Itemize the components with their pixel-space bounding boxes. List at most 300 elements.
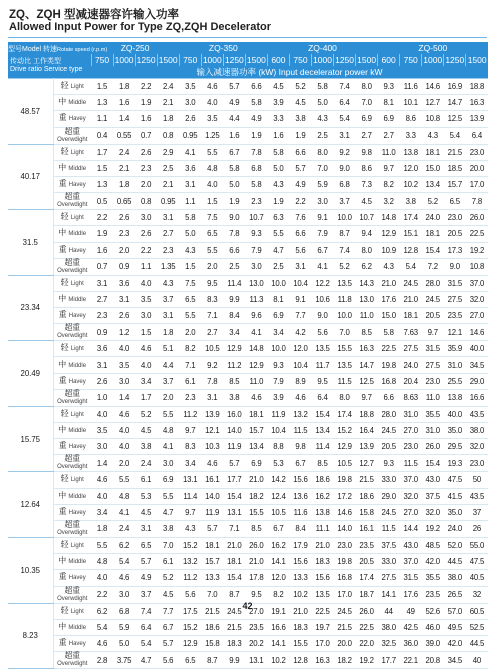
power-value-cell: 1.9: [267, 193, 289, 210]
power-value-cell: 49: [400, 603, 422, 619]
service-type-en: Middle: [68, 559, 87, 566]
table-row: [8, 226, 488, 242]
power-value-cell: 10.2: [289, 586, 311, 603]
power-value-cell: 6.6: [289, 144, 311, 160]
speed-header-cell: 1500: [467, 55, 487, 65]
table-row: [8, 389, 488, 406]
power-value-cell: 4.9: [289, 176, 311, 192]
power-value-cell: 37.5: [422, 488, 444, 504]
table-row: [8, 275, 488, 291]
power-value-cell: 6.5: [444, 193, 466, 210]
table-row: [8, 308, 488, 324]
power-value-cell: 12.4: [267, 488, 289, 504]
power-value-cell: 12.9: [179, 635, 201, 651]
power-value-cell: 2.2: [91, 210, 113, 226]
power-value-cell: 7.8: [466, 193, 488, 210]
power-value-cell: 15.6: [289, 554, 311, 570]
power-value-cell: 8.6: [356, 160, 378, 176]
service-type-cell: [53, 144, 91, 160]
power-value-cell: 2.7: [201, 324, 223, 341]
service-type-cn: 中: [58, 162, 67, 172]
power-value-cell: 16.3: [311, 652, 333, 669]
power-value-cell: 2.1: [157, 176, 179, 192]
power-value-cell: 2.6: [135, 226, 157, 242]
service-type-cn: 重: [58, 179, 67, 189]
power-value-cell: 2.0: [157, 389, 179, 406]
power-value-cell: 18.3: [311, 554, 333, 570]
power-value-cell: 15.0: [378, 308, 400, 324]
power-value-cell: 0.95: [179, 127, 201, 144]
table-row: [8, 504, 488, 520]
power-value-cell: 9.6: [245, 308, 267, 324]
power-value-cell: 16.3: [466, 95, 488, 111]
power-value-cell: 9.5: [201, 275, 223, 291]
power-value-cell: 26.0: [245, 537, 267, 553]
power-value-cell: 22.5: [466, 226, 488, 242]
power-value-cell: 7.1: [179, 357, 201, 373]
power-value-cell: 12.9: [245, 357, 267, 373]
power-value-cell: 15.5: [289, 635, 311, 651]
power-value-cell: 2.9: [157, 144, 179, 160]
power-value-cell: 7.3: [356, 176, 378, 192]
service-type-cell: [53, 95, 91, 111]
power-value-cell: 2.0: [201, 258, 223, 275]
power-value-cell: 10.7: [245, 210, 267, 226]
service-type-cn: 超重: [64, 454, 81, 464]
power-value-cell: 2.8: [91, 652, 113, 669]
power-value-cell: 7.0: [311, 160, 333, 176]
power-value-cell: 6.3: [267, 210, 289, 226]
power-value-cell: 9.9: [223, 291, 245, 307]
power-value-cell: 1.6: [113, 95, 135, 111]
power-value-cell: 2.0: [113, 455, 135, 472]
speed-header-cell: 750: [289, 54, 311, 66]
power-value-cell: 1.5: [179, 258, 201, 275]
service-type-cell: [53, 373, 91, 389]
power-value-cell: 15.1: [400, 226, 422, 242]
power-value-cell: 3.1: [135, 520, 157, 537]
power-value-cell: 6.5: [179, 652, 201, 669]
power-value-cell: 6.4: [334, 95, 356, 111]
power-value-cell: 0.5: [91, 193, 113, 210]
speed-header-cell: 750: [179, 54, 201, 66]
power-value-cell: 3.1: [91, 275, 113, 291]
service-type-en: Overwdight: [57, 661, 88, 668]
power-value-cell: 4.0: [135, 275, 157, 291]
power-value-cell: 2.7: [157, 226, 179, 242]
power-value-cell: 6.4: [311, 389, 333, 406]
power-value-cell: 5.4: [91, 619, 113, 635]
power-value-cell: 6.2: [91, 603, 113, 619]
power-value-cell: 3.1: [334, 127, 356, 144]
power-value-cell: 3.8: [289, 111, 311, 127]
power-value-cell: 5.0: [113, 635, 135, 651]
power-value-cell: 23.0: [466, 455, 488, 472]
power-value-cell: 21.0: [378, 275, 400, 291]
power-value-cell: 6.8: [245, 160, 267, 176]
power-value-cell: 31.0: [400, 406, 422, 422]
power-value-cell: 21.0: [245, 554, 267, 570]
power-value-cell: 1.5: [135, 324, 157, 341]
power-value-cell: 5.4: [334, 111, 356, 127]
service-type-en: Overwdight: [57, 398, 88, 405]
power-value-cell: 15.7: [245, 423, 267, 439]
power-value-cell: 15.4: [422, 242, 444, 258]
power-value-cell: 2.2: [91, 586, 113, 603]
power-value-cell: 5.5: [113, 472, 135, 488]
power-value-cell: 40.0: [466, 341, 488, 357]
power-value-cell: 18.2: [334, 652, 356, 669]
power-value-cell: 6.9: [356, 111, 378, 127]
power-value-cell: 13.9: [466, 111, 488, 127]
service-type-cell: [53, 242, 91, 258]
power-value-cell: 10.1: [400, 95, 422, 111]
service-type-cn: 轻: [60, 474, 69, 484]
power-value-cell: 50: [466, 472, 488, 488]
service-type-cn: 重: [58, 441, 67, 451]
power-value-cell: 35.0: [444, 504, 466, 520]
service-label-cn: 工作类型: [32, 58, 61, 65]
power-value-cell: 13.6: [289, 488, 311, 504]
power-value-cell: 4.1: [245, 324, 267, 341]
power-value-cell: 12.9: [223, 341, 245, 357]
ratio-cell: 15.75: [8, 406, 53, 472]
power-value-cell: 10.9: [378, 242, 400, 258]
power-value-cell: 20.5: [356, 554, 378, 570]
speed-header-cell: 750: [400, 54, 422, 66]
table-row: [8, 160, 488, 176]
power-value-cell: 5.2: [422, 193, 444, 210]
table-row: [8, 520, 488, 537]
service-type-en: Middle: [68, 624, 87, 631]
power-value-cell: 5.5: [201, 242, 223, 258]
power-value-cell: 7.2: [422, 258, 444, 275]
power-value-cell: 3.1: [157, 308, 179, 324]
power-value-cell: 7.8: [245, 144, 267, 160]
power-value-cell: 4.1: [113, 504, 135, 520]
power-value-cell: 57.0: [444, 603, 466, 619]
power-value-cell: 11.5: [400, 455, 422, 472]
power-value-cell: 12.9: [334, 439, 356, 455]
power-value-cell: 10.4: [267, 423, 289, 439]
power-value-cell: 27.5: [400, 341, 422, 357]
power-value-cell: 42.0: [422, 554, 444, 570]
power-value-cell: 10.4: [289, 357, 311, 373]
power-value-cell: 26.0: [422, 439, 444, 455]
power-value-cell: 33.0: [378, 554, 400, 570]
service-label-en: Service type: [43, 66, 83, 73]
power-value-cell: 0.95: [157, 193, 179, 210]
service-type-cell: [53, 423, 91, 439]
power-value-cell: 0.9: [91, 324, 113, 341]
power-value-cell: 4.8: [113, 488, 135, 504]
service-type-cn: 中: [58, 293, 67, 303]
power-value-cell: 11.0: [422, 389, 444, 406]
power-value-cell: 16.2: [311, 488, 333, 504]
power-value-cell: 16.6: [466, 389, 488, 406]
power-value-cell: 2.7: [356, 127, 378, 144]
table-row: [8, 258, 488, 275]
service-type-cn: 重: [58, 506, 67, 516]
power-value-cell: 12.0: [400, 160, 422, 176]
power-value-cell: 2.3: [135, 160, 157, 176]
power-value-cell: 43.5: [466, 488, 488, 504]
power-value-cell: 2.6: [113, 308, 135, 324]
power-value-cell: 21.0: [311, 537, 333, 553]
power-value-cell: 6.5: [135, 537, 157, 553]
service-type-cell: [53, 554, 91, 570]
power-value-cell: 41.5: [444, 488, 466, 504]
power-value-cell: 8.7: [201, 652, 223, 669]
service-type-cell: [53, 389, 91, 406]
power-value-cell: 1.4: [91, 455, 113, 472]
power-value-cell: 3.3: [400, 127, 422, 144]
title-rule: [8, 37, 487, 38]
power-value-cell: 15.6: [311, 570, 333, 586]
power-value-cell: 4.0: [135, 357, 157, 373]
power-value-cell: 13.4: [311, 423, 333, 439]
power-value-cell: 46.0: [422, 619, 444, 635]
power-value-cell: 32.0: [466, 439, 488, 455]
service-type-en: Middle: [68, 165, 87, 172]
service-type-en: Middle: [68, 428, 87, 435]
power-value-cell: 55.0: [466, 537, 488, 553]
power-value-cell: 18.6: [201, 619, 223, 635]
power-value-cell: 1.6: [223, 127, 245, 144]
power-value-cell: 21.5: [444, 144, 466, 160]
service-type-cell: [53, 176, 91, 192]
power-value-cell: 21.5: [223, 619, 245, 635]
power-value-cell: 6.6: [245, 79, 267, 95]
power-value-cell: 8.7: [223, 586, 245, 603]
power-value-cell: 3.7: [157, 373, 179, 389]
power-value-cell: 24.0: [444, 520, 466, 537]
power-value-cell: 6.2: [356, 258, 378, 275]
power-value-cell: 13.5: [334, 357, 356, 373]
power-value-cell: 9.9: [223, 652, 245, 669]
power-value-cell: 3.6: [113, 275, 135, 291]
power-value-cell: 18.1: [201, 537, 223, 553]
power-value-cell: 14.0: [334, 520, 356, 537]
power-value-cell: 4.9: [245, 111, 267, 127]
power-value-cell: 3.75: [113, 652, 135, 669]
power-value-cell: 6.6: [289, 226, 311, 242]
power-value-cell: 15.4: [223, 570, 245, 586]
power-value-cell: 23.5: [444, 308, 466, 324]
power-value-cell: 14.8: [245, 341, 267, 357]
power-value-cell: 5.7: [223, 455, 245, 472]
power-value-cell: 6.5: [179, 291, 201, 307]
power-value-cell: 14.6: [422, 79, 444, 95]
power-value-cell: 2.0: [135, 176, 157, 192]
power-value-cell: 31.5: [444, 275, 466, 291]
power-value-cell: 11.6: [400, 79, 422, 95]
power-value-cell: 4.7: [267, 242, 289, 258]
power-value-cell: 49.5: [444, 619, 466, 635]
power-value-cell: 15.8: [201, 635, 223, 651]
power-value-cell: 16.2: [267, 537, 289, 553]
power-value-cell: 15.0: [422, 160, 444, 176]
service-type-en: Middle: [68, 362, 87, 369]
power-value-cell: 47.5: [466, 554, 488, 570]
power-value-cell: 6.6: [378, 389, 400, 406]
power-value-cell: 4.0: [113, 439, 135, 455]
power-value-cell: 32.0: [466, 291, 488, 307]
speed-label-en: Rotate speed (r.p.m): [57, 47, 108, 53]
power-value-cell: 17.6: [378, 291, 400, 307]
power-value-cell: 38.0: [378, 619, 400, 635]
power-value-cell: 4.3: [311, 111, 333, 127]
power-value-cell: 16.1: [201, 472, 223, 488]
power-value-cell: 14.6: [466, 324, 488, 341]
power-value-cell: 10.2: [400, 176, 422, 192]
power-value-cell: 47.5: [444, 472, 466, 488]
speed-header-cell: 600: [378, 54, 400, 66]
power-value-cell: 35.5: [422, 570, 444, 586]
service-type-en: Middle: [68, 493, 87, 500]
power-value-cell: 13.3: [201, 570, 223, 586]
power-value-cell: 52.5: [466, 619, 488, 635]
power-value-cell: 21.0: [245, 472, 267, 488]
power-value-cell: 13.1: [245, 652, 267, 669]
power-value-cell: 1.4: [113, 111, 135, 127]
power-value-cell: 18.3: [289, 619, 311, 635]
power-value-cell: 4.0: [91, 488, 113, 504]
power-value-cell: 3.1: [289, 258, 311, 275]
power-value-cell: 2.4: [135, 455, 157, 472]
power-value-cell: 4.1: [179, 144, 201, 160]
speed-header-cell: 600: [267, 54, 289, 66]
power-value-cell: 11.9: [223, 439, 245, 455]
power-value-cell: 16.8: [378, 373, 400, 389]
power-value-cell: 14.8: [378, 210, 400, 226]
power-value-cell: 11.4: [179, 488, 201, 504]
power-value-cell: 16.3: [356, 341, 378, 357]
power-value-cell: 5.8: [245, 95, 267, 111]
power-value-cell: 6.9: [157, 472, 179, 488]
power-value-cell: 13.5: [311, 586, 333, 603]
power-value-cell: 11.1: [311, 520, 333, 537]
power-value-cell: 2.3: [113, 226, 135, 242]
power-value-cell: 5.3: [267, 455, 289, 472]
power-value-cell: 3.4: [267, 324, 289, 341]
table-row: [8, 439, 488, 455]
power-value-cell: 0.4: [91, 127, 113, 144]
power-value-cell: 15.7: [444, 176, 466, 192]
power-value-cell: 27.0: [245, 603, 267, 619]
service-type-en: Havey: [68, 444, 86, 451]
service-type-en: Overwdight: [57, 267, 88, 274]
power-value-cell: 19.8: [334, 472, 356, 488]
service-type-en: Overwdight: [57, 529, 88, 536]
power-value-cell: 9.0: [444, 258, 466, 275]
power-value-cell: 4.1: [311, 258, 333, 275]
power-value-cell: 2.2: [135, 242, 157, 258]
power-value-cell: 1.9: [223, 193, 245, 210]
power-value-cell: 12.7: [356, 455, 378, 472]
power-value-cell: 42.5: [400, 619, 422, 635]
speed-label-cn: 转速: [43, 46, 58, 53]
power-value-cell: 3.7: [135, 586, 157, 603]
power-value-cell: 5.6: [179, 586, 201, 603]
power-value-cell: 19.3: [444, 455, 466, 472]
table-row: [8, 357, 488, 373]
ratio-label-cn: 传动比: [10, 58, 31, 65]
power-value-cell: 11.2: [223, 357, 245, 373]
power-value-cell: 20.0: [334, 635, 356, 651]
power-value-cell: 1.8: [157, 111, 179, 127]
service-type-cn: 中: [58, 490, 67, 500]
power-value-cell: 1.3: [91, 176, 113, 192]
power-value-cell: 7.5: [179, 275, 201, 291]
service-type-cell: [53, 193, 91, 210]
power-value-cell: 22.1: [400, 652, 422, 669]
power-value-cell: 6.4: [466, 127, 488, 144]
service-type-en: Overwdight: [57, 333, 88, 340]
power-value-cell: 1.5: [201, 193, 223, 210]
power-value-cell: 14.7: [356, 357, 378, 373]
power-value-cell: 10.5: [334, 455, 356, 472]
power-value-cell: 5.0: [311, 95, 333, 111]
power-value-cell: 3.4: [135, 373, 157, 389]
power-value-cell: 20.2: [245, 635, 267, 651]
power-value-cell: 17.0: [311, 635, 333, 651]
power-value-cell: 0.65: [113, 193, 135, 210]
power-value-cell: 14.7: [444, 95, 466, 111]
power-value-cell: 6.1: [135, 472, 157, 488]
power-value-cell: 23.0: [334, 537, 356, 553]
speed-header-cell: 1250: [445, 55, 465, 65]
power-value-cell: 9.0: [223, 210, 245, 226]
power-value-cell: 6.7: [289, 455, 311, 472]
power-value-cell: 1.1: [179, 193, 201, 210]
power-value-cell: 14.0: [223, 423, 245, 439]
power-value-cell: 17.7: [223, 472, 245, 488]
power-value-cell: 9.5: [245, 586, 267, 603]
power-value-cell: 27.0: [400, 423, 422, 439]
power-value-cell: 21.0: [289, 603, 311, 619]
power-value-cell: 9.7: [422, 324, 444, 341]
service-type-en: Light: [70, 608, 84, 615]
power-value-cell: 9.3: [378, 455, 400, 472]
power-value-cell: 12.2: [311, 275, 333, 291]
power-value-cell: 5.3: [135, 488, 157, 504]
service-type-en: Havey: [68, 313, 86, 320]
power-value-cell: 17.2: [334, 488, 356, 504]
power-value-cell: 5.4: [113, 554, 135, 570]
power-value-cell: 0.7: [135, 127, 157, 144]
power-value-cell: 34.5: [466, 357, 488, 373]
power-value-cell: 36.0: [400, 635, 422, 651]
service-type-en: Middle: [68, 100, 87, 107]
power-value-cell: 9.7: [356, 389, 378, 406]
power-value-cell: 8.4: [289, 520, 311, 537]
power-value-cell: 24.5: [334, 603, 356, 619]
power-value-cell: 2.3: [179, 389, 201, 406]
power-value-cell: 3.0: [135, 308, 157, 324]
speed-header-cell: 1000: [202, 55, 222, 65]
service-type-en: Light: [70, 411, 84, 418]
power-value-cell: 11.5: [378, 520, 400, 537]
power-value-cell: 37: [466, 504, 488, 520]
power-value-cell: 3.1: [157, 210, 179, 226]
model-label-cn: 型号: [8, 46, 22, 53]
power-value-cell: 20.4: [400, 373, 422, 389]
power-value-cell: 6.7: [311, 242, 333, 258]
service-type-en: Light: [70, 477, 84, 484]
power-value-cell: 8.7: [334, 226, 356, 242]
power-value-cell: 38.0: [466, 423, 488, 439]
